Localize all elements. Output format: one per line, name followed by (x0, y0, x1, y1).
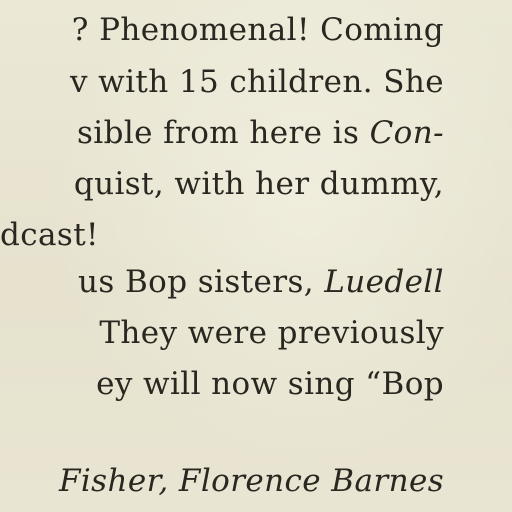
text-line-4: quist, with her dummy, (73, 166, 444, 202)
text-line-3-roman: sible from here is (76, 115, 370, 151)
text-line-7: They were previously (99, 315, 444, 351)
text-line-6-roman: us Bop sisters, (78, 264, 325, 300)
text-line-9 (59, 463, 444, 499)
text-line-6 (78, 264, 444, 300)
text-line-1: ? Phenomenal! Coming (71, 12, 444, 48)
bleed-through-text (10, 420, 510, 440)
text-line-2: v with 15 children. She (70, 64, 444, 100)
text-line-8: ey will now sing “Bop (96, 366, 444, 402)
text-line-3-italic: Con- (369, 115, 444, 151)
text-line-5: dcast! (0, 217, 99, 253)
text-line-6-italic: Luedell (324, 264, 444, 300)
text-line-3 (77, 115, 444, 151)
text-line-9-italic: Fisher, Florence Barnes (58, 463, 444, 499)
